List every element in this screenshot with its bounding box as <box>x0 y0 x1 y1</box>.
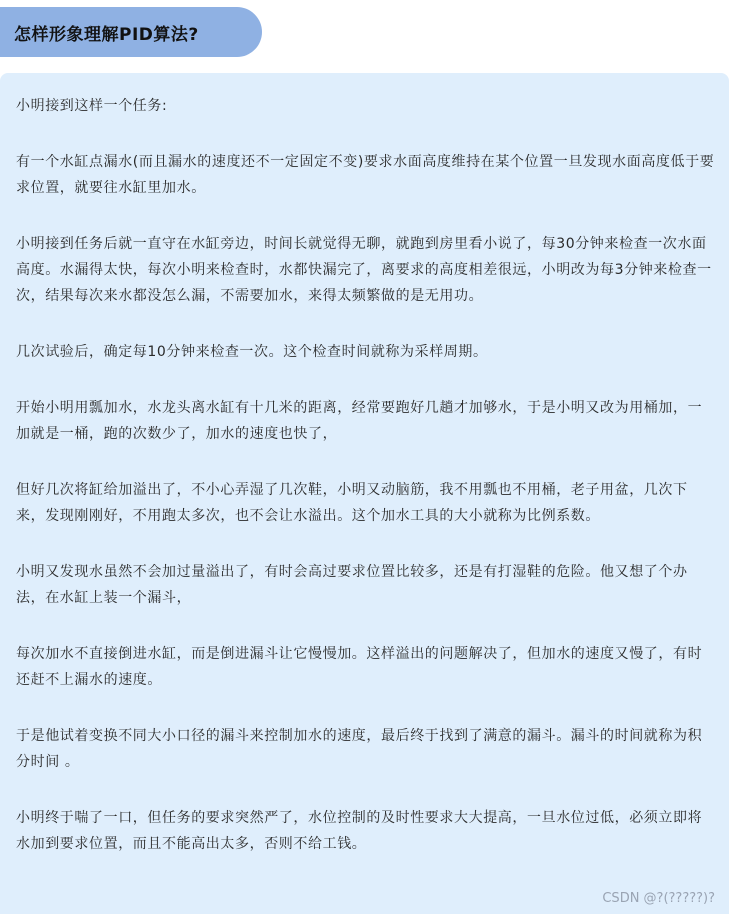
paragraph: 小明终于喘了一口，但任务的要求突然严了，水位控制的及时性要求大大提高，一旦水位过低，必须立即将水加到要求位置，而且不能高出太多，否则不给工钱。 <box>16 810 703 852</box>
paragraph: 小明接到这样一个任务: <box>16 98 168 114</box>
csdn-watermark: CSDN @?(?????)? <box>602 891 715 906</box>
paragraph: 小明又发现水虽然不会加过量溢出了，有时会高过要求位置比较多，还是有打湿鞋的危险。他又想了个办法，在水缸上装一个漏斗， <box>16 564 688 606</box>
paragraph: 有一个水缸点漏水(而且漏水的速度还不一定固定不变)要求水面高度维持在某个位置一旦发现水面高度低于要求位置，就要往水缸里加水。 <box>16 154 715 196</box>
paragraph: 几次试验后，确定每10分钟来检查一次。这个检查时间就称为采样周期。 <box>16 344 488 360</box>
paragraph: 但好几次将缸给加溢出了，不小心弄湿了几次鞋，小明又动脑筋，我不用瓢也不用桶，老子用盆，几次下来，发现刚刚好，不用跑太多次，也不会让水溢出。这个加水工具的大小就称为比例系数。 <box>16 482 688 524</box>
paragraph: 每次加水不直接倒进水缸，而是倒进漏斗让它慢慢加。这样溢出的问题解决了，但加水的速度又慢了，有时还赶不上漏水的速度。 <box>16 646 703 688</box>
article-body <box>0 73 729 914</box>
paragraph: 开始小明用瓢加水，水龙头离水缸有十几米的距离，经常要跑好几趟才加够水，于是小明又改为用桶加，一加就是一桶，跑的次数少了，加水的速度也快了， <box>16 400 703 442</box>
paragraph: 小明接到任务后就一直守在水缸旁边，时间长就觉得无聊，就跑到房里看小说了，每30分钟来检查一次水面高度。水漏得太快，每次小明来检查时，水都快漏完了，离要求的高度相差很远，小明改为每3分钟来检查一次，结果每次来水都没怎么漏，不需要加水，来得太频繁做的是无用功。 <box>16 236 712 304</box>
paragraph: 于是他试着变换不同大小口径的漏斗来控制加水的速度，最后终于找到了满意的漏斗。漏斗的时间就称为积分时间 。 <box>16 728 703 770</box>
article-title-tab <box>0 7 262 57</box>
article-title: 怎样形象理解PID算法? <box>14 24 199 45</box>
